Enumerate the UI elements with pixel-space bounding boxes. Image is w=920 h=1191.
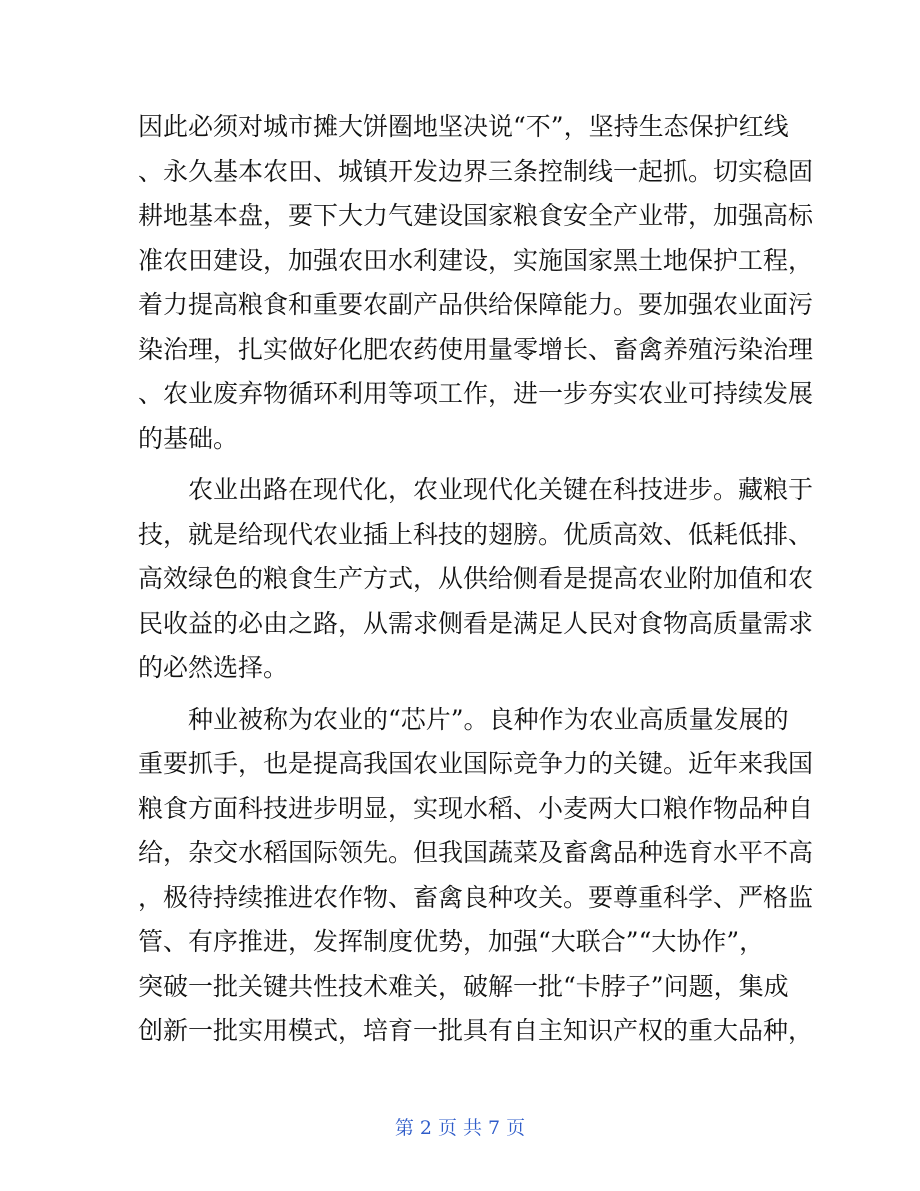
text-line: 管、有序推进，发挥制度优势，加强“大联合”“大协作”，: [138, 927, 765, 956]
text-line: 、永久基本农田、城镇开发边界三条控制线一起抓。切实稳固: [138, 156, 814, 186]
text-line: 民收益的必由之路，从需求侧看是满足人民对食物高质量需求: [138, 608, 814, 638]
paragraph-2: [138, 468, 814, 691]
text-line: 的基础。: [138, 423, 239, 453]
text-line: 染治理，扎实做好化肥农药使用量零增长、畜禽养殖污染治理: [138, 334, 814, 364]
text-line: 给，杂交水稻国际领先。但我国蔬菜及畜禽品种选育水平不高: [138, 838, 814, 867]
text-line: 耕地基本盘，要下大力气建设国家粮食安全产业带，加强高标: [138, 201, 814, 230]
text-line: 粮食方面科技进步明显，实现水稻、小麦两大口粮作物品种自: [138, 793, 814, 823]
text-line: 着力提高粮食和重要农副产品供给保障能力。要加强农业面污: [138, 290, 814, 319]
text-line: 、农业废弃物循环利用等项工作，进一步夯实农业可持续发展: [138, 379, 814, 408]
text-line: 重要抓手，也是提高我国农业国际竞争力的关键。近年来我国: [138, 749, 814, 778]
paragraph-3: [138, 698, 814, 1054]
text-line: 技，就是给现代农业插上科技的翅膀。优质高效、低耗低排、: [138, 519, 814, 549]
paragraph-1: [138, 105, 814, 461]
document-body: [138, 105, 814, 1054]
text-line: 农业出路在现代化，农业现代化关键在科技进步。藏粮于: [188, 475, 814, 504]
text-line: 高效绿色的粮食生产方式，从供给侧看是提高农业附加值和农: [138, 564, 814, 593]
text-line: ，极待持续推进农作物、畜禽良种攻关。要尊重科学、严格监: [138, 882, 814, 912]
text-line: 准农田建设，加强农田水利建设，实施国家黑土地保护工程，: [138, 245, 814, 275]
page-footer: [0, 1113, 920, 1140]
text-line: 种业被称为农业的“芯片”。良种作为农业高质量发展的: [188, 704, 789, 734]
text-line: 突破一批关键共性技术难关，破解一批“卡脖子”问题，集成: [138, 971, 789, 1001]
text-line: 的必然选择。: [138, 653, 289, 682]
page-number-label: 第 2 页 共 7 页: [394, 1117, 526, 1139]
text-line: 创新一批实用模式，培育一批具有自主知识产权的重大品种，: [138, 1016, 814, 1045]
text-line: 因此必须对城市摊大饼圈地坚决说“不”，坚持生态保护红线: [138, 112, 789, 141]
